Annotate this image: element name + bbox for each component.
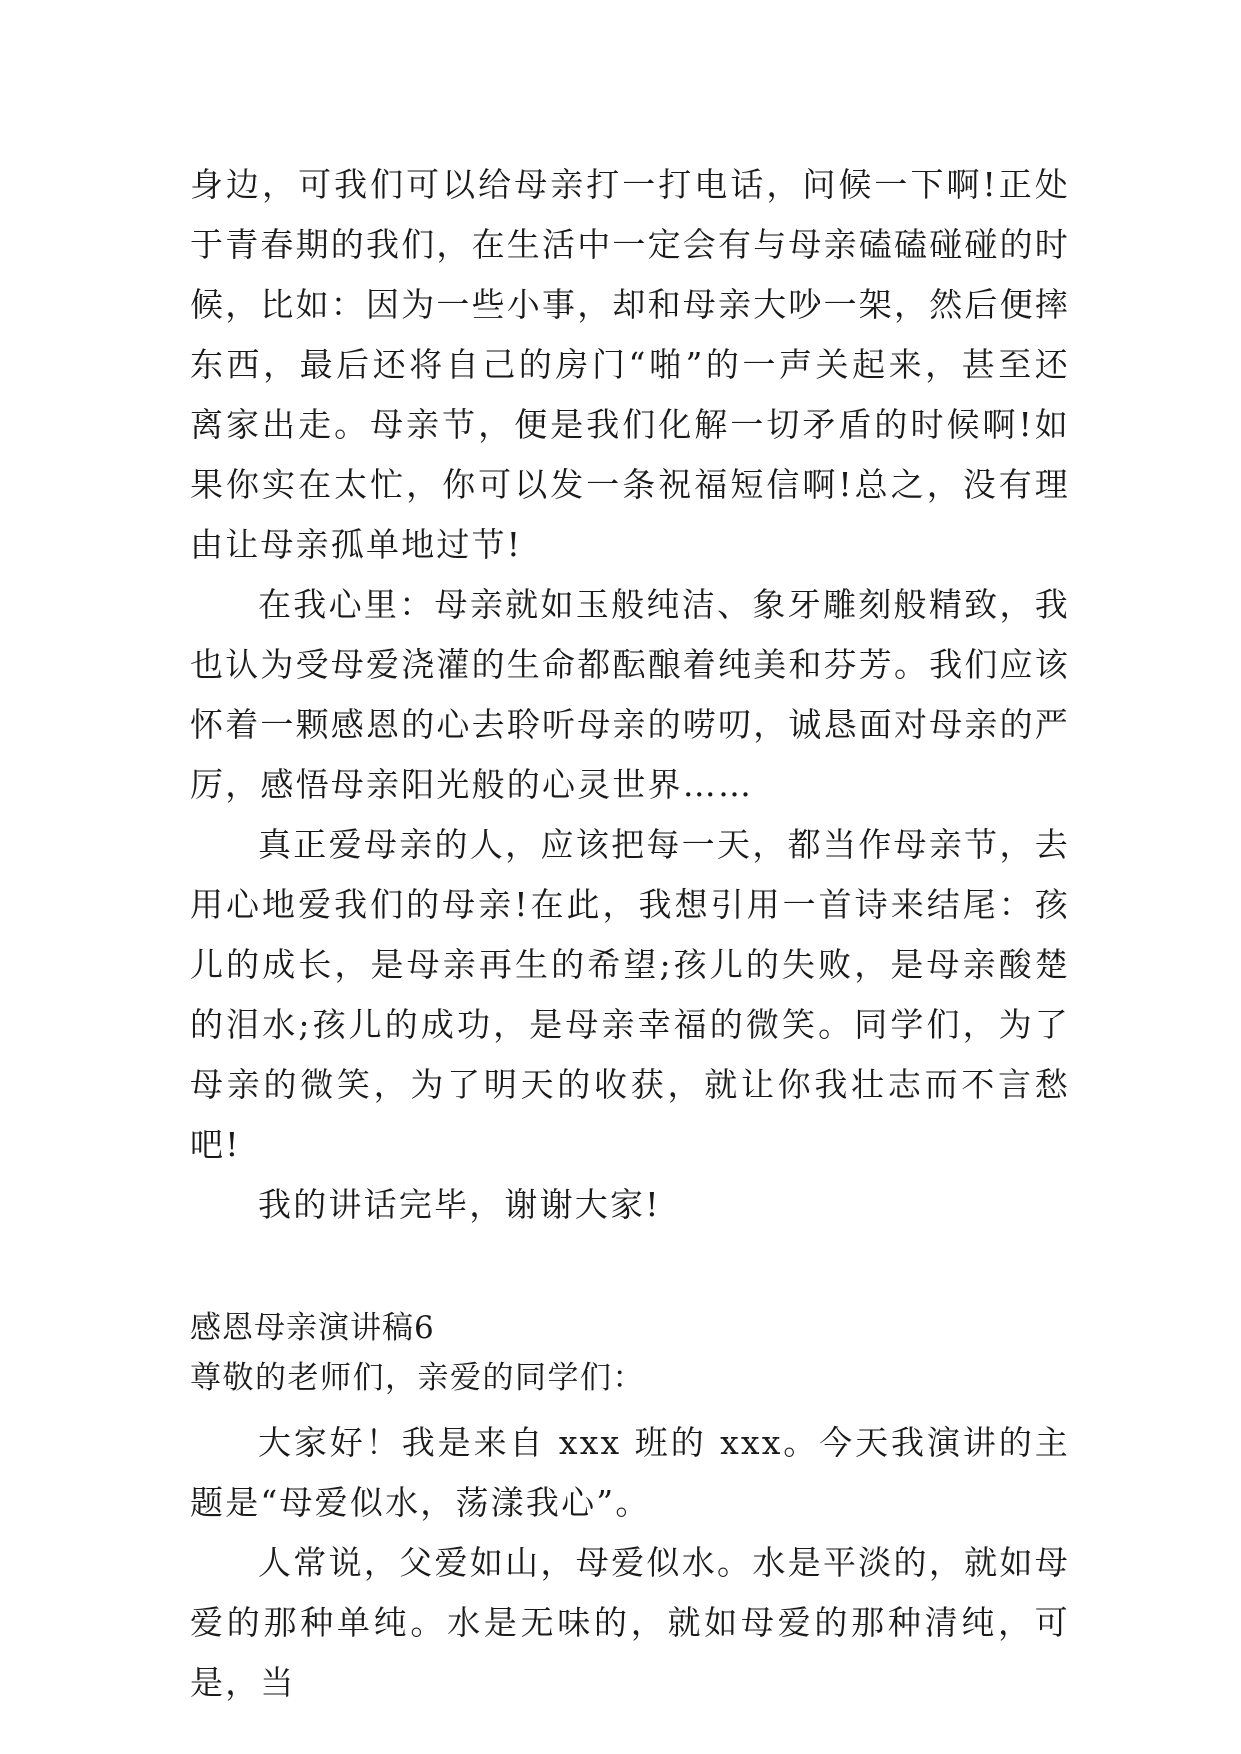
paragraph-water: 人常说，父爱如山，母爱似水。水是平淡的，就如母爱的那种单纯。水是无味的，就如母爱的那种清纯，可是，当 bbox=[190, 1543, 1070, 1702]
document-body bbox=[190, 155, 1070, 1713]
section-title: 感恩母亲演讲稿6 bbox=[190, 1310, 435, 1346]
paragraph-greeting: 大家好！我是来自 xxx 班的 xxx。今天我演讲的主题是“母爱似水，荡漾我心”。 bbox=[190, 1423, 1070, 1522]
salutation: 尊敬的老师们，亲爱的同学们： bbox=[190, 1360, 645, 1396]
paragraph-closing: 我的讲话完毕，谢谢大家! bbox=[258, 1185, 661, 1224]
paragraph-heart: 在我心里：母亲就如玉般纯洁、象牙雕刻般精致，我也认为受母爱浇灌的生命都酝酿着纯美和芬芳。我们应该怀着一颗感恩的心去聆听母亲的唠叨，诚恳面对母亲的严厉，感悟母亲阳光般的心灵世界…… bbox=[190, 585, 1070, 804]
section-spacer bbox=[190, 1235, 1070, 1303]
paragraph-continuation: 身边，可我们可以给母亲打一打电话，问候一下啊!正处于青春期的我们，在生活中一定会有与母亲磕磕碰碰的时候，比如：因为一些小事，却和母亲大吵一架，然后便摔东西，最后还将自己的房门“啪”的一声关起来，甚至还离家出走。母亲节，便是我们化解一切矛盾的时候啊!如果你实在太忙，你可以发一条祝福短信啊!总之，没有理由让母亲孤单地过节! bbox=[190, 165, 1070, 564]
paragraph-true-love: 真正爱母亲的人，应该把每一天，都当作母亲节，去用心地爱我们的母亲!在此，我想引用一首诗来结尾：孩儿的成长，是母亲再生的希望;孩儿的失败，是母亲酸楚的泪水;孩儿的成功，是母亲幸福的微笑。同学们，为了母亲的微笑，为了明天的收获，就让你我壮志而不言愁吧! bbox=[190, 825, 1070, 1164]
